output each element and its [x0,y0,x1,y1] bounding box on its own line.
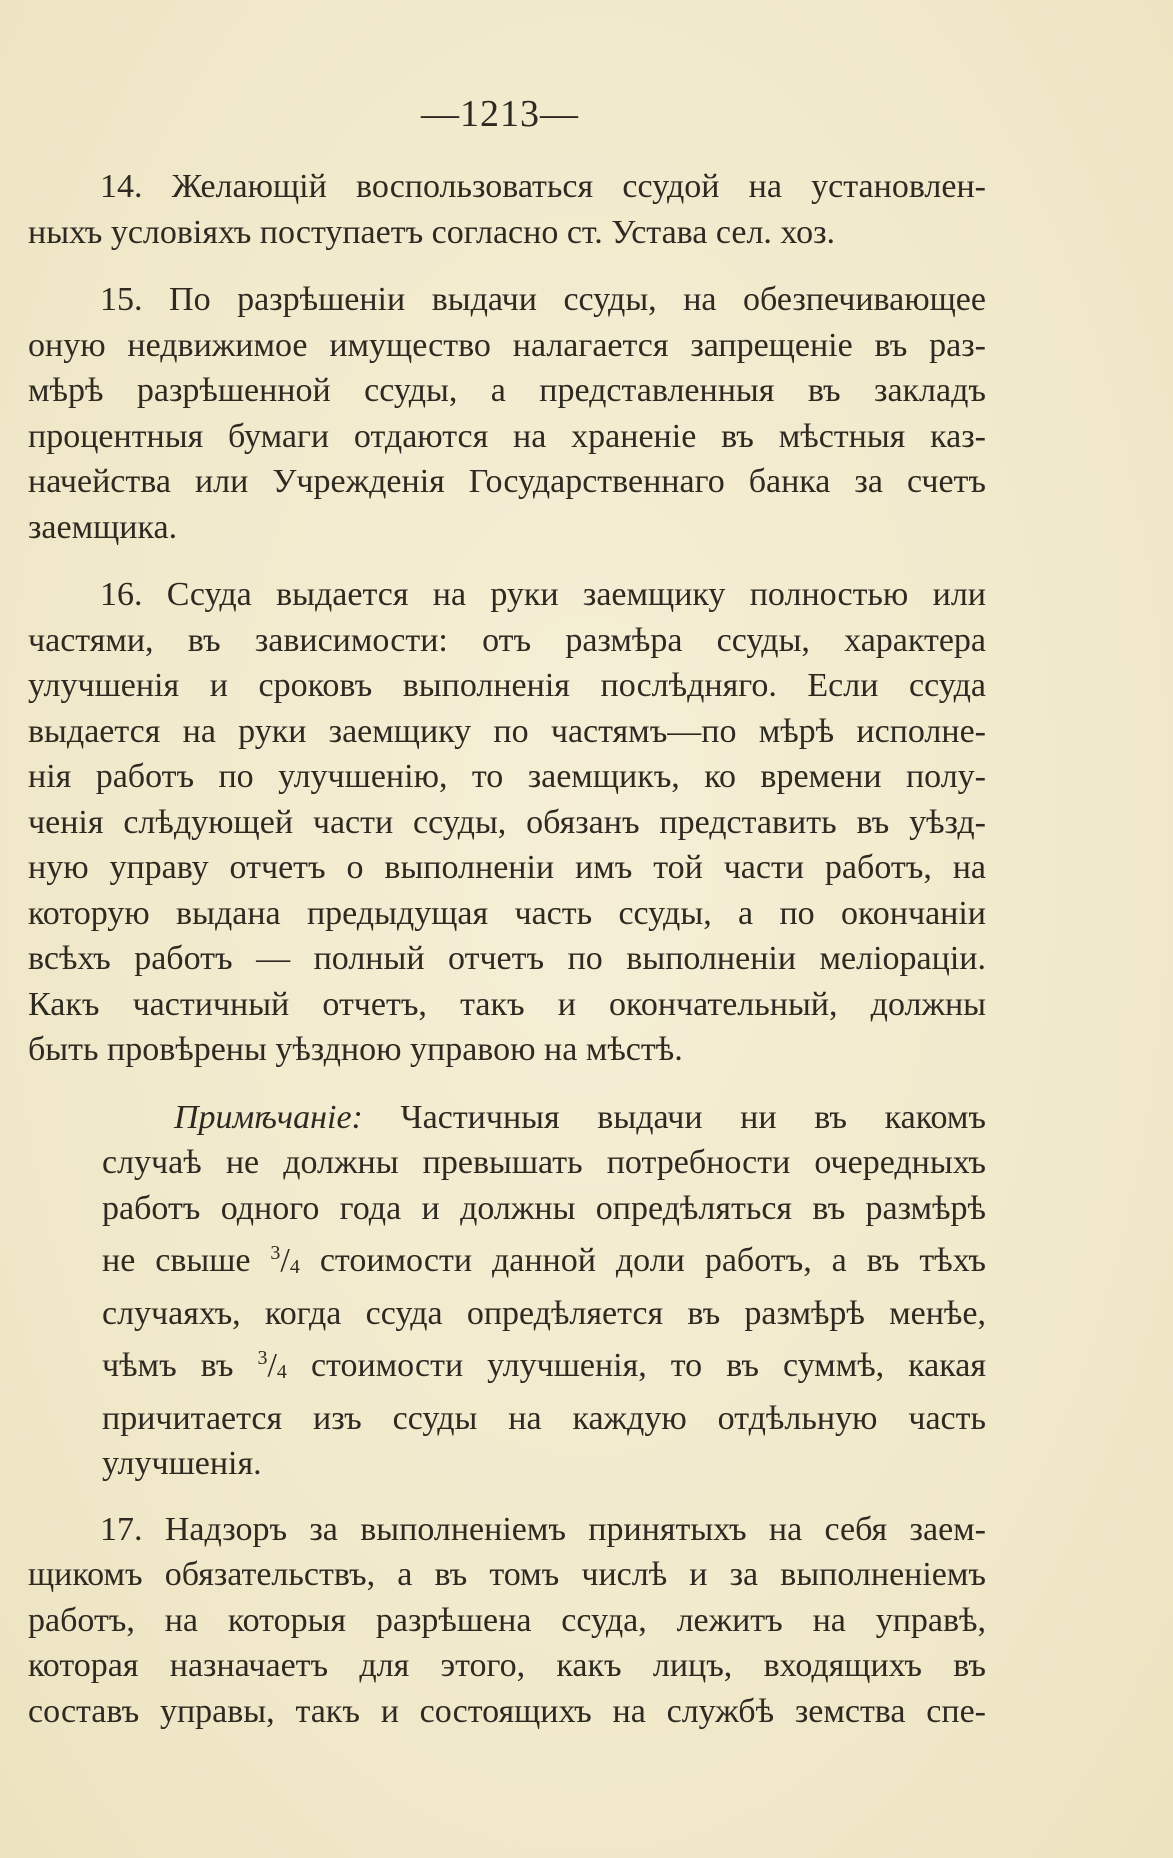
text-line: ныхъ условіяхъ поступаетъ согласно ст. Устава сел. хоз. [28,213,836,251]
text-line: работъ, на которыя разрѣшена ссуда, лежитъ на управѣ, [28,1601,986,1639]
text-line: оную недвижимое имущество налагается запрещеніе въ раз- [28,326,986,364]
text-line: улучшенія. [102,1445,262,1482]
text-line [102,1095,986,1141]
page-body [28,164,986,1756]
text-line: щикомъ обязательствъ, а въ томъ числѣ и за выполненіемъ [28,1556,986,1593]
text-line: быть провѣрены уѣздною управою на мѣстѣ. [28,1031,683,1068]
fraction: $^3/_4$ [270,1242,300,1279]
text-line: которую выдана предыдущая часть ссуды, а по окончаніи [28,894,986,932]
note-text: Частичныя выдачи ни въ какомъ [400,1098,986,1136]
fraction-numerator: 3 [257,1347,268,1369]
paragraph-17 [28,1507,986,1735]
text-line: всѣхъ работъ — полный отчетъ по выполненіи меліораціи. [28,940,986,977]
text-line: 15. По разрѣшеніи выдачи ссуды, на обезпечивающее [100,281,986,318]
text-line: случаѣ не должны превышать потребности очередныхъ [102,1144,986,1181]
text-line: работъ одного года и должны опредѣляться въ размѣрѣ [102,1189,986,1227]
note-text: чѣмъ въ [102,1347,234,1384]
paragraph-15 [28,277,986,550]
text-line [102,1336,986,1396]
text-line: случаяхъ, когда ссуда опредѣляется въ размѣрѣ менѣе, [102,1294,986,1332]
fraction-denominator: 4 [289,1256,300,1278]
text-line: начейства или Учрежденія Государственнаго банка за счетъ [28,463,986,500]
text-line: которая назначаетъ для этого, какъ лицъ, входящихъ въ [28,1647,986,1684]
paragraph-16 [28,572,986,1073]
text-line: 17. Надзоръ за выполненіемъ принятыхъ на себя заем- [100,1510,986,1548]
note-text: стоимости улучшенія, то въ суммѣ, какая [310,1347,987,1384]
text-line: выдается на руки заемщику по частямъ—по мѣрѣ исполне- [28,712,986,750]
note-block [28,1095,986,1487]
text-line: составъ управы, такъ и состоящихъ на службѣ земства спе- [28,1692,986,1730]
fraction: $^3/_4$ [257,1347,287,1384]
fraction-denominator: 4 [276,1361,287,1383]
text-line: процентныя бумаги отдаются на храненіе въ мѣстныя каз- [28,417,986,455]
text-line: улучшенія и сроковъ выполненія послѣдняго. Если ссуда [28,667,986,704]
note-text: стоимости данной доли работъ, а въ тѣхъ [319,1242,986,1279]
text-line: Какъ частичный отчетъ, такъ и окончательный, должны [28,985,986,1023]
text-line: заемщика. [28,508,178,546]
text-line: ченія слѣдующей части ссуды, обязанъ представить въ уѣзд- [28,803,986,841]
text-line [102,1231,986,1291]
text-line: причитается изъ ссуды на каждую отдѣльную часть [102,1399,986,1437]
paragraph-14 [28,164,986,255]
note-text: не свыше [102,1242,251,1279]
page-number: —1213— [421,93,579,135]
text-line: мѣрѣ разрѣшенной ссуды, а представленныя въ закладъ [28,372,986,409]
note-label: Примѣчаніе: [174,1098,363,1136]
text-line: 14. Желающій воспользоваться ссудой на установлен- [100,168,986,205]
text-line: ную управу отчетъ о выполненіи имъ той части работъ, на [28,849,986,886]
text-line: нія работъ по улучшенію, то заемщикъ, ко времени полу- [28,758,986,795]
text-line: частями, въ зависимости: отъ размѣра ссуды, характера [28,621,986,659]
fraction-numerator: 3 [270,1242,281,1264]
text-line: 16. Ссуда выдается на руки заемщику полностью или [100,576,986,613]
